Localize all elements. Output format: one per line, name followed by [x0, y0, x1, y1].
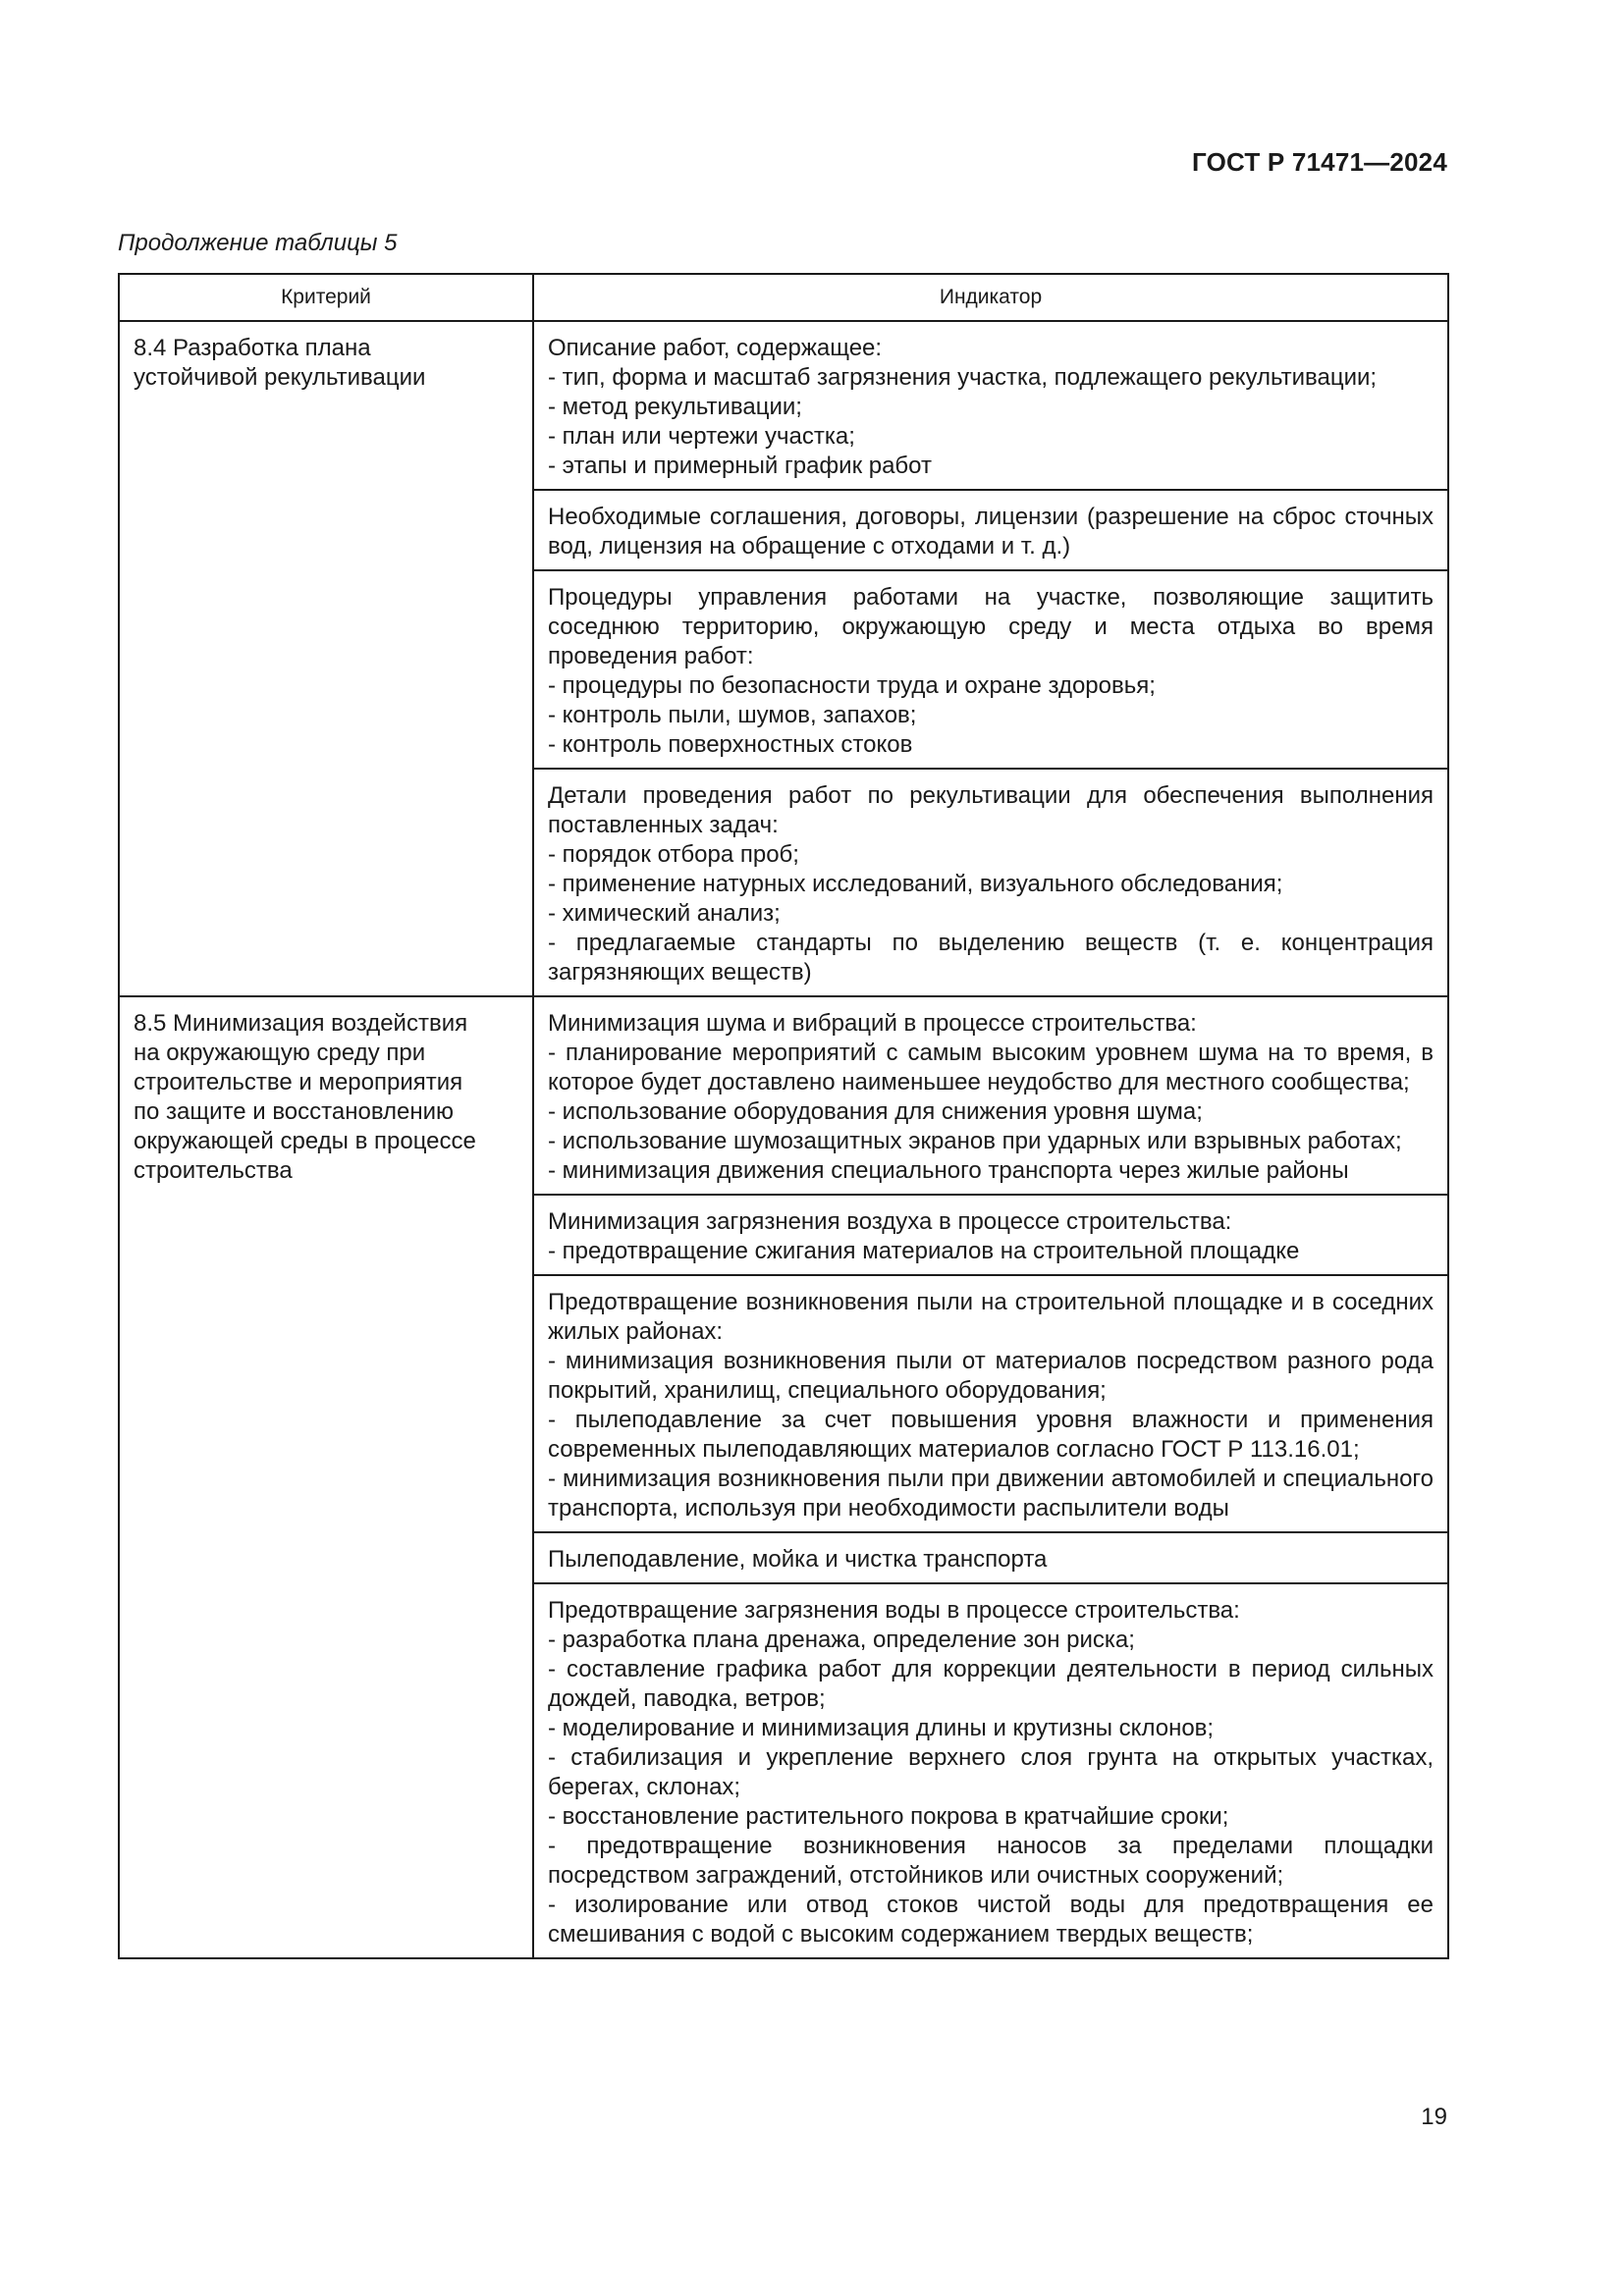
indicator-cell	[533, 570, 1448, 769]
indicator-cell	[533, 1275, 1448, 1532]
indicator-cell	[533, 996, 1448, 1195]
indicator-list-item: - контроль поверхностных стоков	[548, 731, 913, 758]
indicator-list-item: - процедуры по безопасности труда и охране здоровья;	[548, 672, 1156, 699]
indicator-list-item: - метод рекультивации;	[548, 394, 802, 420]
indicator-intro: Процедуры управления работами на участке, позволяющие защитить соседнюю территорию, окружающую среду и места отдыха во время проведения работ:	[548, 584, 1434, 669]
indicator-list-item: - план или чертежи участка;	[548, 423, 855, 450]
table-caption: Продолжение таблицы 5	[118, 230, 398, 256]
indicator-intro: Минимизация шума и вибраций в процессе строительства:	[548, 1010, 1197, 1037]
criterion-text-line: устойчивой рекультивации	[134, 364, 426, 391]
criteria-table	[118, 273, 1449, 1959]
criterion-text-line: 8.5 Минимизация воздействия	[134, 1010, 468, 1037]
table-body	[119, 321, 1448, 1958]
criterion-cell	[119, 321, 533, 996]
indicator-list-item: - разработка плана дренажа, определение зон риска;	[548, 1627, 1135, 1653]
indicator-list-item: - минимизация возникновения пыли при движении автомобилей и специального транспорта, используя при необходимости распылители воды	[548, 1466, 1434, 1522]
indicator-list-item: - пылеподавление за счет повышения уровня влажности и применения современных пылеподавляющих материалов согласно ГОСТ Р 113.16.01;	[548, 1407, 1434, 1463]
indicator-intro: Минимизация загрязнения воздуха в процессе строительства:	[548, 1208, 1232, 1235]
indicator-list-item: - изолирование или отвод стоков чистой воды для предотвращения ее смешивания с водой с высоким содержанием твердых веществ;	[548, 1892, 1434, 1948]
indicator-list-item: - предотвращение сжигания материалов на строительной площадке	[548, 1238, 1300, 1264]
criterion-text-line: 8.4 Разработка плана	[134, 335, 371, 361]
indicator-list-item: - предотвращение возникновения наносов за пределами площадки посредством заграждений, отстойников или очистных сооружений;	[548, 1833, 1434, 1889]
indicator-list-item: - восстановление растительного покрова в кратчайшие сроки;	[548, 1803, 1229, 1830]
indicator-list-item: - этапы и примерный график работ	[548, 453, 932, 479]
indicator-cell	[533, 1195, 1448, 1275]
indicator-intro: Детали проведения работ по рекультивации для обеспечения выполнения поставленных задач:	[548, 782, 1434, 838]
indicator-list-item: - минимизация движения специального транспорта через жилые районы	[548, 1157, 1349, 1184]
indicator-cell	[533, 1532, 1448, 1583]
indicator-list-item: - предлагаемые стандарты по выделению веществ (т. е. концентрация загрязняющих веществ)	[548, 930, 1434, 986]
criterion-text-line: по защите и восстановлению	[134, 1098, 455, 1125]
criterion-text-line: окружающей среды в процессе	[134, 1128, 476, 1154]
indicator-list-item: - применение натурных исследований, визуального обследования;	[548, 871, 1283, 897]
indicator-cell	[533, 769, 1448, 996]
indicator-cell	[533, 490, 1448, 570]
column-header-criterion: Критерий	[119, 274, 533, 321]
indicator-intro: Предотвращение загрязнения воды в процессе строительства:	[548, 1597, 1240, 1624]
indicator-list-item: - контроль пыли, шумов, запахов;	[548, 702, 917, 728]
table-row	[119, 996, 1448, 1195]
indicator-list-item: - стабилизация и укрепление верхнего слоя грунта на открытых участках, берегах, склонах;	[548, 1744, 1434, 1800]
indicator-list-item: - минимизация возникновения пыли от материалов посредством разного рода покрытий, хранилищ, специального оборудования;	[548, 1348, 1434, 1404]
criterion-cell	[119, 996, 533, 1958]
indicator-list-item: - порядок отбора проб;	[548, 841, 799, 868]
indicator-list-item: - химический анализ;	[548, 900, 781, 927]
indicator-list-item: - использование шумозащитных экранов при ударных или взрывных работах;	[548, 1128, 1402, 1154]
indicator-intro: Предотвращение возникновения пыли на строительной площадке и в соседних жилых районах:	[548, 1289, 1434, 1345]
criterion-text-line: строительства	[134, 1157, 293, 1184]
criterion-text-line: строительстве и мероприятия	[134, 1069, 463, 1095]
indicator-list-item: - планирование мероприятий с самым высоким уровнем шума на то время, в которое будет доставлено наименьшее неудобство для местного сообщества;	[548, 1040, 1434, 1095]
table-header-row	[119, 274, 1448, 321]
indicator-intro: Пылеподавление, мойка и чистка транспорта	[548, 1546, 1048, 1573]
indicator-list-item: - тип, форма и масштаб загрязнения участка, подлежащего рекультивации;	[548, 364, 1378, 391]
indicator-list-item: - использование оборудования для снижения уровня шума;	[548, 1098, 1203, 1125]
page-number: 19	[1421, 2104, 1447, 2130]
indicator-cell	[533, 321, 1448, 490]
indicator-intro: Описание работ, содержащее:	[548, 335, 883, 361]
indicator-list-item: - составление графика работ для коррекции деятельности в период сильных дождей, паводка, ветров;	[548, 1656, 1434, 1712]
column-header-indicator: Индикатор	[533, 274, 1448, 321]
indicator-intro: Необходимые соглашения, договоры, лицензии (разрешение на сброс сточных вод, лицензия на обращение с отходами и т. д.)	[548, 504, 1434, 560]
table-row	[119, 321, 1448, 490]
indicator-cell	[533, 1583, 1448, 1958]
document-code: ГОСТ Р 71471—2024	[1192, 147, 1447, 177]
criterion-text-line: на окружающую среду при	[134, 1040, 426, 1066]
indicator-list-item: - моделирование и минимизация длины и крутизны склонов;	[548, 1715, 1215, 1741]
